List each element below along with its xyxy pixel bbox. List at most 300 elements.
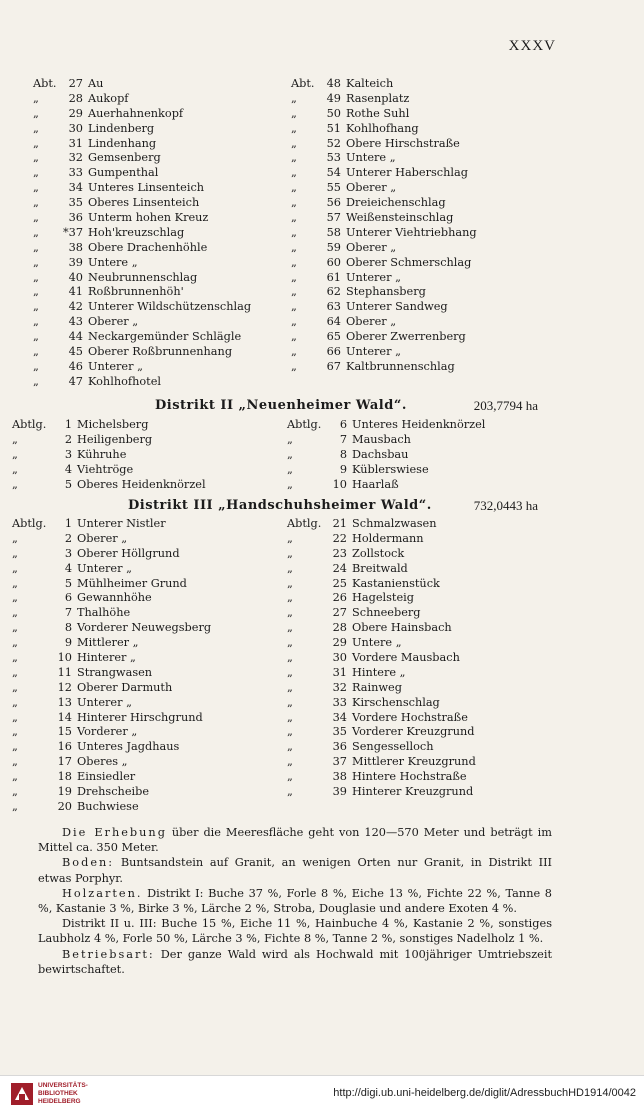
entry-name: Aukopf xyxy=(88,91,129,105)
entry-name: Oberer Roßbrunnenhang xyxy=(88,345,233,359)
list-item xyxy=(287,621,552,636)
entry-pref: „ xyxy=(33,240,39,254)
entry-num: 33 xyxy=(68,166,83,180)
entry-name: Schmalzwasen xyxy=(352,517,437,530)
list-item xyxy=(291,151,553,166)
entry-pref: „ xyxy=(287,665,293,679)
entry-num: 43 xyxy=(68,315,83,329)
entry-num: 13 xyxy=(57,695,72,709)
entry-name: Haarlaß xyxy=(352,477,399,491)
entry-pref: „ xyxy=(12,462,18,476)
entry-name: Strangwasen xyxy=(77,665,153,679)
list-item xyxy=(291,256,553,271)
list-item xyxy=(12,621,287,636)
entry-pref: „ xyxy=(291,211,297,225)
entry-pref: „ xyxy=(291,270,297,284)
list-item xyxy=(12,725,287,740)
entry-num: 23 xyxy=(332,546,347,560)
entry-pref: „ xyxy=(291,300,297,314)
entry-num: 18 xyxy=(57,770,72,784)
entry-num: 30 xyxy=(68,121,83,135)
entry-pref: „ xyxy=(287,591,293,605)
list-item xyxy=(287,666,552,681)
entry-num: 65 xyxy=(326,330,341,344)
entry-name: Heiligenberg xyxy=(77,432,153,446)
paragraph-tree-species-2 xyxy=(38,916,552,946)
logo-line-2: BIBLIOTHEK xyxy=(38,1090,78,1097)
list-item xyxy=(291,107,553,122)
entry-pref: „ xyxy=(12,561,18,575)
list-item xyxy=(291,285,553,300)
entry-pref: „ xyxy=(12,576,18,590)
list-item xyxy=(12,478,287,493)
list-item xyxy=(291,181,553,196)
list-item xyxy=(12,463,287,478)
abteilung-column-left xyxy=(33,77,291,390)
list-item xyxy=(287,681,552,696)
logo-line-3: HEIDELBERG xyxy=(38,1098,81,1105)
list-item xyxy=(287,562,552,577)
district-3-title: Distrikt III „Handschuhsheimer Wald“. xyxy=(128,498,432,513)
entry-pref: „ xyxy=(287,680,293,694)
district-2-column-right xyxy=(287,418,552,492)
entry-pref: „ xyxy=(287,606,293,620)
list-item xyxy=(287,636,552,651)
list-item xyxy=(291,226,553,241)
list-item xyxy=(12,681,287,696)
entry-name: Unterer Nistler xyxy=(77,517,166,530)
entry-num: 2 xyxy=(64,531,72,545)
list-item xyxy=(33,137,291,152)
entry-num: 39 xyxy=(68,255,83,269)
entry-pref: „ xyxy=(12,591,18,605)
entry-num: 1 xyxy=(64,418,72,431)
entry-name: Neubrunnenschlag xyxy=(88,270,198,284)
library-logo-icon xyxy=(10,1082,34,1106)
entry-num: 36 xyxy=(68,211,83,225)
entry-num: 5 xyxy=(64,477,72,491)
entry-pref: „ xyxy=(12,755,18,769)
entry-pref: „ xyxy=(33,166,39,180)
list-item xyxy=(33,77,291,92)
entry-name: Mittlerer Kreuzgrund xyxy=(352,755,476,769)
entry-num: 1 xyxy=(64,517,72,530)
district-2-area: 203,7794 ha xyxy=(473,398,538,413)
entry-num: 62 xyxy=(326,285,341,299)
entry-pref: „ xyxy=(33,211,39,225)
entry-num: 11 xyxy=(57,665,72,679)
entry-name: Zollstock xyxy=(352,546,405,560)
list-item xyxy=(33,92,291,107)
list-item xyxy=(291,137,553,152)
entry-name: Unterer Haberschlag xyxy=(346,166,468,180)
entry-pref: „ xyxy=(291,196,297,210)
list-item xyxy=(12,800,287,815)
entry-name: Vorderer Neuwegsberg xyxy=(77,621,212,635)
entry-name: Oberes Linsenteich xyxy=(88,196,200,210)
entry-name: Breitwald xyxy=(352,561,408,575)
entry-num: 31 xyxy=(68,136,83,150)
entry-name: Unterer Viehtriebhang xyxy=(346,225,477,239)
list-item xyxy=(12,740,287,755)
entry-name: Kaltbrunnenschlag xyxy=(346,359,455,373)
list-item xyxy=(12,418,287,433)
entry-num: 12 xyxy=(57,680,72,694)
text-management: Der ganze Wald wird als Hochwald mit 100jähriger Umtriebszeit bewirtschaftet. xyxy=(38,947,552,976)
entry-pref: Abtlg. xyxy=(12,517,47,530)
entry-name: Hagelsteig xyxy=(352,591,414,605)
entry-num: 55 xyxy=(326,181,341,195)
entry-num: 6 xyxy=(339,418,347,431)
list-item xyxy=(33,256,291,271)
entry-num: 58 xyxy=(326,225,341,239)
entry-pref: „ xyxy=(12,665,18,679)
entry-pref: „ xyxy=(291,255,297,269)
entry-num: 29 xyxy=(332,636,347,650)
list-item xyxy=(287,755,552,770)
list-item xyxy=(12,448,287,463)
entry-pref: „ xyxy=(33,106,39,120)
entry-pref: „ xyxy=(33,300,39,314)
entry-num: 59 xyxy=(326,240,341,254)
list-item xyxy=(287,418,552,433)
entry-num: 56 xyxy=(326,196,341,210)
entry-pref: „ xyxy=(287,785,293,799)
list-item xyxy=(12,755,287,770)
entry-name: Drehscheibe xyxy=(77,785,150,799)
district-3-area: 732,0443 ha xyxy=(473,498,538,513)
list-item xyxy=(287,725,552,740)
entry-num: 35 xyxy=(68,196,83,210)
entry-name: Vordere Mausbach xyxy=(352,651,460,665)
entry-num: 52 xyxy=(326,136,341,150)
entry-name: Dreieichenschlag xyxy=(346,196,446,210)
entry-name: Küblerswiese xyxy=(352,462,429,476)
entry-name: Oberer „ xyxy=(346,181,397,195)
list-item xyxy=(12,606,287,621)
entry-num: 9 xyxy=(339,462,347,476)
list-item xyxy=(12,696,287,711)
text-tree-species-1: Distrikt I: Buche 37 %, Forle 8 %, Eiche 13 %, Fichte 22 %, Tanne 8 %, Kastanie 3 %, Birke 3 %, Lärche 2 %, Stroba, Douglasie und andere Exoten 4 %. xyxy=(38,886,552,916)
entry-name: Neckargemünder Schlägle xyxy=(88,330,242,344)
entry-pref: „ xyxy=(33,374,39,388)
entry-pref: „ xyxy=(287,462,293,476)
entry-num: 4 xyxy=(64,561,72,575)
entry-pref: „ xyxy=(287,621,293,635)
entry-pref: „ xyxy=(291,359,297,373)
entry-num: 46 xyxy=(68,359,83,373)
entry-num: 60 xyxy=(326,255,341,269)
entry-name: Unterer Wildschützenschlag xyxy=(88,300,252,314)
entry-name: Unterer „ xyxy=(346,345,401,359)
entry-name: Oberes „ xyxy=(77,755,128,769)
list-item xyxy=(12,666,287,681)
entry-pref: „ xyxy=(287,740,293,754)
list-item xyxy=(12,711,287,726)
entry-num: 8 xyxy=(339,447,347,461)
entry-pref: „ xyxy=(33,345,39,359)
entry-num: 8 xyxy=(64,621,72,635)
entry-pref: „ xyxy=(12,606,18,620)
entry-name: Unterm hohen Kreuz xyxy=(88,211,209,225)
list-item xyxy=(33,330,291,345)
entry-num: 31 xyxy=(332,665,347,679)
list-item xyxy=(12,636,287,651)
logo-line-1: UNIVERSITÄTS- xyxy=(38,1082,88,1089)
entry-num: 33 xyxy=(332,695,347,709)
entry-num: 26 xyxy=(332,591,347,605)
list-item xyxy=(287,651,552,666)
entry-name: Oberer „ xyxy=(346,240,397,254)
entry-num: 34 xyxy=(332,710,347,724)
list-item xyxy=(33,181,291,196)
entry-name: Unterer „ xyxy=(77,561,132,575)
entry-name: Untere „ xyxy=(346,151,396,165)
entry-num: 6 xyxy=(64,591,72,605)
entry-name: Weißensteinschlag xyxy=(346,211,454,225)
district-3-column-right xyxy=(287,517,552,815)
entry-name: Lindenberg xyxy=(88,121,155,135)
entry-num: 29 xyxy=(68,106,83,120)
entry-num: 5 xyxy=(64,576,72,590)
entry-name: Oberes Heidenknörzel xyxy=(77,477,206,491)
entry-num: 15 xyxy=(57,725,72,739)
paragraph-soil xyxy=(38,855,552,885)
list-item xyxy=(291,271,553,286)
list-item xyxy=(291,92,553,107)
list-item xyxy=(12,562,287,577)
entry-pref: „ xyxy=(287,561,293,575)
district-2-list xyxy=(12,418,552,492)
list-item xyxy=(12,577,287,592)
list-item xyxy=(287,463,552,478)
entry-num: 28 xyxy=(332,621,347,635)
entry-num: 14 xyxy=(57,710,72,724)
entry-name: Hinterer Kreuzgrund xyxy=(352,785,474,799)
entry-name: Kühruhe xyxy=(77,447,127,461)
entry-name: Gemsenberg xyxy=(88,151,161,165)
entry-pref: „ xyxy=(12,740,18,754)
entry-name: Hintere „ xyxy=(352,665,406,679)
entry-num: 53 xyxy=(326,151,341,165)
entry-pref: „ xyxy=(287,695,293,709)
entry-pref: „ xyxy=(33,225,39,239)
list-item xyxy=(12,591,287,606)
entry-num: 47 xyxy=(68,374,83,388)
entry-num: 2 xyxy=(64,432,72,446)
entry-pref: „ xyxy=(287,725,293,739)
entry-name: Oberer Darmuth xyxy=(77,680,173,694)
entry-name: Roßbrunnenhöh' xyxy=(88,285,184,299)
entry-pref: „ xyxy=(287,755,293,769)
list-item xyxy=(33,375,291,390)
entry-pref: „ xyxy=(291,151,297,165)
library-logo-text xyxy=(38,1082,88,1106)
entry-name: Oberer Zwerrenberg xyxy=(346,330,466,344)
list-item xyxy=(33,226,291,241)
entry-pref: „ xyxy=(287,651,293,665)
entry-pref: Abtlg. xyxy=(12,418,47,431)
list-item xyxy=(291,360,553,375)
entry-name: Hinterer „ xyxy=(77,651,136,665)
entry-name: Kastanienstück xyxy=(352,576,440,590)
entry-pref: „ xyxy=(291,330,297,344)
entry-num: 48 xyxy=(326,77,341,90)
entry-pref: „ xyxy=(33,359,39,373)
list-item xyxy=(287,740,552,755)
entry-num: 49 xyxy=(326,91,341,105)
entry-pref: „ xyxy=(291,345,297,359)
list-item xyxy=(33,300,291,315)
entry-name: Rothe Suhl xyxy=(346,106,410,120)
entry-name: Vordere Hochstraße xyxy=(352,710,468,724)
entry-name: Kohlhofhang xyxy=(346,121,419,135)
paragraph-elevation xyxy=(38,825,552,855)
entry-pref: „ xyxy=(33,121,39,135)
text-tree-species-2: Distrikt II u. III: Buche 15 %, Eiche 11 %, Hainbuche 4 %, Kastanie 2 %, sonstiges Laubholz 4 %, Forle 50 %, Lärche 3 %, Fichte 8 %, Tanne 2 %, sonstiges Nadelholz 1 %. xyxy=(38,917,552,946)
entry-name: Gumpenthal xyxy=(88,166,159,180)
entry-pref: „ xyxy=(12,680,18,694)
entry-name: Oberer „ xyxy=(77,531,128,545)
list-item xyxy=(291,345,553,360)
entry-pref: „ xyxy=(12,695,18,709)
entry-pref: „ xyxy=(12,710,18,724)
entry-name: Hinterer Hirschgrund xyxy=(77,710,203,724)
entry-pref: „ xyxy=(33,181,39,195)
entry-num: 28 xyxy=(68,91,83,105)
abteilung-column-right xyxy=(291,77,553,390)
entry-pref: „ xyxy=(12,799,18,813)
entry-num: 4 xyxy=(64,462,72,476)
entry-num: 10 xyxy=(57,651,72,665)
description-text xyxy=(38,825,552,977)
entry-num: 7 xyxy=(64,606,72,620)
entry-num: 64 xyxy=(326,315,341,329)
entry-name: Unterer „ xyxy=(346,270,401,284)
entry-pref: Abt. xyxy=(291,77,315,90)
entry-name: Oberer „ xyxy=(88,315,139,329)
paragraph-management xyxy=(38,947,552,977)
entry-name: Buchwiese xyxy=(77,799,139,813)
entry-num: 21 xyxy=(332,517,347,530)
entry-name: Mausbach xyxy=(352,432,411,446)
text-elevation: über die Meeresfläche geht von 120—570 Meter und beträgt im Mittel ca. 350 Meter. xyxy=(38,826,552,855)
entry-pref: „ xyxy=(291,240,297,254)
entry-num: 32 xyxy=(68,151,83,165)
entry-num: 3 xyxy=(64,546,72,560)
list-item xyxy=(291,77,553,92)
entry-num: 38 xyxy=(332,770,347,784)
label-tree-species: Holzarten. xyxy=(62,886,143,900)
list-item xyxy=(287,433,552,448)
entry-name: Rainweg xyxy=(352,680,402,694)
list-item xyxy=(291,211,553,226)
entry-name: Unteres Heidenknörzel xyxy=(352,418,486,431)
entry-pref: „ xyxy=(291,106,297,120)
entry-num: 7 xyxy=(339,432,347,446)
entry-num: 54 xyxy=(326,166,341,180)
entry-name: Rasenplatz xyxy=(346,91,410,105)
list-item xyxy=(12,547,287,562)
entry-num: 61 xyxy=(326,270,341,284)
entry-pref: Abtlg. xyxy=(287,418,322,431)
list-item xyxy=(12,433,287,448)
entry-num: 37 xyxy=(332,755,347,769)
entry-num: 41 xyxy=(68,285,83,299)
entry-name: Kalteich xyxy=(346,77,394,90)
entry-pref: „ xyxy=(287,546,293,560)
entry-num: 25 xyxy=(332,576,347,590)
list-item xyxy=(12,785,287,800)
list-item xyxy=(287,606,552,621)
list-item xyxy=(33,107,291,122)
entry-num: 67 xyxy=(326,359,341,373)
district-3-heading xyxy=(0,497,644,515)
label-soil: Boden: xyxy=(62,856,115,870)
entry-pref: „ xyxy=(33,255,39,269)
entry-num: 20 xyxy=(57,799,72,813)
district-2-title: Distrikt II „Neuenheimer Wald“. xyxy=(155,398,407,413)
list-item xyxy=(12,517,287,532)
list-item xyxy=(33,315,291,330)
entry-name: Sengesselloch xyxy=(352,740,434,754)
entry-name: Hoh'kreuzschlag xyxy=(88,225,185,239)
list-item xyxy=(33,211,291,226)
entry-name: Unterer „ xyxy=(77,695,132,709)
entry-name: Unteres Jagdhaus xyxy=(77,740,180,754)
list-item xyxy=(291,330,553,345)
entry-pref: „ xyxy=(33,270,39,284)
list-item xyxy=(287,517,552,532)
entry-pref: „ xyxy=(287,636,293,650)
entry-num: 32 xyxy=(332,680,347,694)
entry-name: Stephansberg xyxy=(346,285,426,299)
entry-num: 24 xyxy=(332,561,347,575)
list-item xyxy=(12,770,287,785)
entry-name: Obere Hirschstraße xyxy=(346,136,460,150)
list-item xyxy=(287,478,552,493)
entry-name: Obere Hainsbach xyxy=(352,621,452,635)
list-item xyxy=(287,591,552,606)
entry-name: Viehtröge xyxy=(77,462,134,476)
entry-pref: „ xyxy=(33,196,39,210)
district-2-column-left xyxy=(12,418,287,492)
entry-num: 10 xyxy=(332,477,347,491)
district-3-column-left xyxy=(12,517,287,815)
entry-name: Vorderer Kreuzgrund xyxy=(352,725,475,739)
entry-num: 44 xyxy=(68,330,83,344)
entry-pref: „ xyxy=(12,531,18,545)
entry-pref: „ xyxy=(291,121,297,135)
list-item xyxy=(291,241,553,256)
entry-pref: „ xyxy=(12,770,18,784)
entry-num: 38 xyxy=(68,240,83,254)
entry-pref: „ xyxy=(12,725,18,739)
source-url-link[interactable]: http://digi.ub.uni-heidelberg.de/diglit/AdressbuchHD1914/0042 xyxy=(333,1087,636,1099)
entry-name: Gewannhöhe xyxy=(77,591,152,605)
entry-pref: „ xyxy=(12,785,18,799)
entry-pref: „ xyxy=(287,477,293,491)
entry-pref: „ xyxy=(33,330,39,344)
list-item xyxy=(291,122,553,137)
list-item xyxy=(291,315,553,330)
entry-num: 3 xyxy=(64,447,72,461)
entry-num: 35 xyxy=(332,725,347,739)
list-item xyxy=(33,241,291,256)
entry-num: 17 xyxy=(57,755,72,769)
footer-bar xyxy=(0,1075,644,1112)
entry-num: 51 xyxy=(326,121,341,135)
